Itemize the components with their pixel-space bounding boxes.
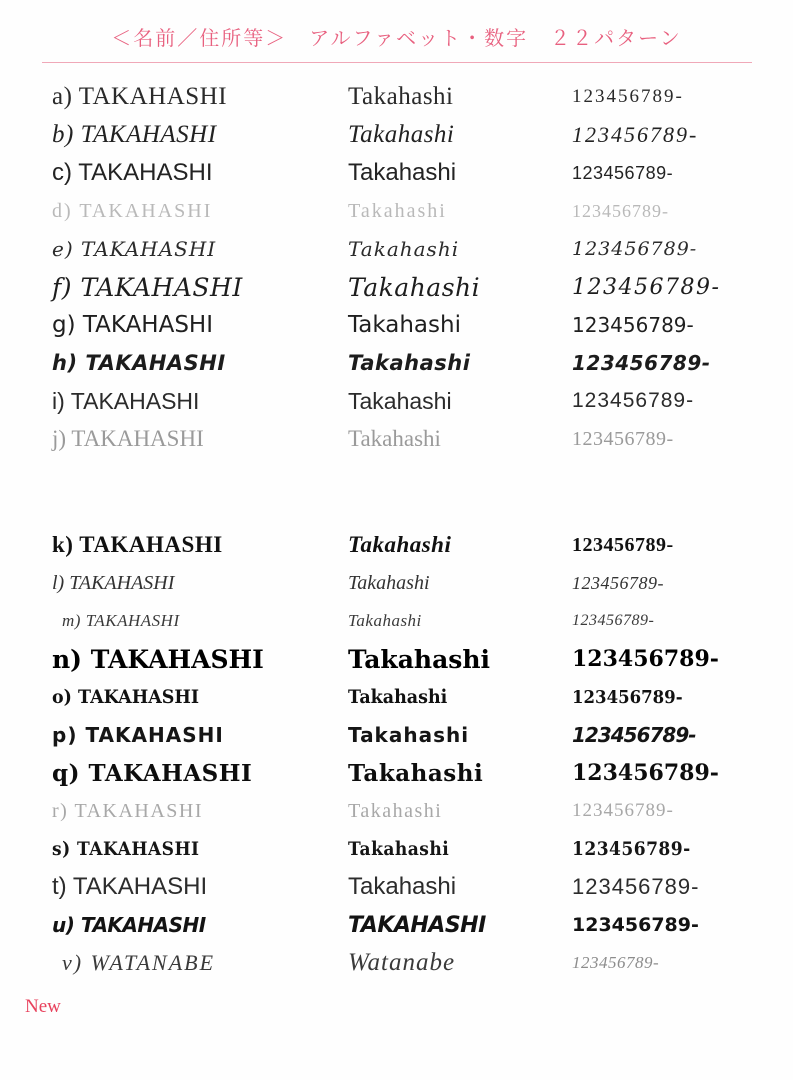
- row-e-name: [52, 237, 342, 261]
- table-row[interactable]: [0, 716, 793, 754]
- table-row[interactable]: [0, 564, 793, 602]
- row-t-name-text: TAKAHASHI: [72, 873, 208, 900]
- row-b-prefix: b): [52, 121, 74, 148]
- row-i-mixed: Takahashi: [348, 387, 452, 414]
- row-e-prefix: e): [52, 237, 74, 261]
- row-c-mixed: Takahashi: [348, 159, 457, 186]
- row-n-name: [52, 645, 342, 674]
- row-q-prefix: q): [52, 759, 80, 787]
- row-a-name: [52, 83, 342, 111]
- row-a-mixed: Takahashi: [348, 83, 454, 110]
- row-v-name: [62, 950, 352, 976]
- row-t-numbers: 123456789-: [572, 874, 700, 899]
- row-j-mixed: Takahashi: [348, 426, 441, 451]
- row-d-name-text: TAKAHASHI: [79, 199, 213, 222]
- row-t-mixed: Takahashi: [348, 873, 457, 900]
- row-q-name-text: TAKAHASHI: [88, 759, 253, 787]
- row-r-numbers: 123456789-: [572, 800, 674, 821]
- row-t-name: [52, 873, 342, 901]
- row-c-name: [52, 159, 342, 187]
- row-j-name-text: TAKAHASHI: [71, 426, 204, 451]
- row-m-prefix: m): [62, 611, 81, 630]
- row-c-name-text: TAKAHASHI: [78, 159, 213, 186]
- table-row[interactable]: [0, 868, 793, 906]
- row-n-numbers: 123456789-: [572, 646, 719, 672]
- row-m-name: [62, 611, 352, 631]
- new-badge: New: [25, 996, 61, 1017]
- row-b-name-text: TAKAHASHI: [80, 121, 217, 148]
- row-s-name: [52, 838, 313, 860]
- row-m-name-text: TAKAHASHI: [85, 611, 180, 630]
- row-i-numbers: 123456789-: [572, 389, 695, 412]
- table-row[interactable]: [0, 420, 793, 458]
- row-n-mixed: Takahashi: [348, 644, 491, 674]
- row-p-name: [52, 723, 342, 747]
- font-sample-rows: [0, 78, 793, 982]
- row-g-mixed: Takahashi: [348, 312, 461, 338]
- row-o-numbers: 123456789-: [572, 686, 683, 708]
- row-k-numbers: 123456789-: [572, 533, 674, 556]
- row-c-prefix: c): [52, 159, 72, 186]
- row-u-mixed: TAKAHASHI: [348, 912, 486, 938]
- row-g-prefix: g): [52, 312, 76, 338]
- row-l-numbers: 123456789-: [572, 572, 664, 593]
- table-row[interactable]: [0, 944, 793, 982]
- row-a-name-text: TAKAHASHI: [78, 83, 228, 110]
- table-row[interactable]: [0, 230, 793, 268]
- row-d-prefix: d): [52, 199, 73, 222]
- row-b-mixed: Takahashi: [348, 121, 455, 148]
- row-h-prefix: h): [52, 351, 78, 375]
- row-u-numbers: 123456789-: [572, 914, 699, 936]
- row-p-numbers: 123456789-: [572, 723, 696, 747]
- row-v-name-text: WATANABE: [90, 950, 216, 975]
- row-j-numbers: 123456789-: [572, 427, 674, 450]
- row-l-prefix: l): [52, 571, 65, 594]
- row-l-name-text: TAKAHASHI: [69, 571, 175, 594]
- row-h-name: [52, 351, 342, 375]
- row-l-mixed: Takahashi: [348, 571, 430, 594]
- row-d-name: [52, 200, 342, 223]
- row-n-name-text: TAKAHASHI: [90, 644, 264, 674]
- row-s-name-text: TAKAHASHI: [77, 838, 200, 860]
- row-p-mixed: Takahashi: [348, 723, 470, 747]
- row-v-prefix: v): [62, 950, 84, 975]
- table-row[interactable]: [0, 792, 793, 830]
- row-f-name: [52, 273, 342, 302]
- row-s-prefix: s): [52, 838, 71, 860]
- table-row[interactable]: [0, 78, 793, 116]
- row-s-mixed: Takahashi: [348, 838, 450, 860]
- table-row[interactable]: [0, 382, 793, 420]
- row-v-mixed: Watanabe: [348, 949, 456, 976]
- row-j-prefix: j): [52, 426, 67, 451]
- row-p-name-text: TAKAHASHI: [85, 723, 224, 747]
- row-h-mixed: Takahashi: [348, 351, 471, 375]
- row-m-mixed: Takahashi: [348, 611, 422, 630]
- row-b-numbers: 123456789-: [572, 122, 699, 147]
- table-row[interactable]: [0, 116, 793, 154]
- row-r-prefix: r): [52, 799, 69, 822]
- row-u-prefix: u): [52, 913, 75, 937]
- row-b-name: [52, 121, 342, 149]
- table-row[interactable]: [0, 192, 793, 230]
- row-l-name: [52, 572, 342, 595]
- row-e-mixed: Takahashi: [348, 237, 460, 261]
- row-i-name: [52, 388, 342, 415]
- row-f-name-text: TAKAHASHI: [80, 272, 243, 302]
- row-f-prefix: f): [52, 272, 73, 302]
- row-e-name-text: TAKAHASHI: [81, 237, 217, 261]
- row-u-name-text: TAKAHASHI: [80, 913, 206, 937]
- row-o-mixed: Takahashi: [348, 686, 448, 708]
- row-u-name: [52, 913, 342, 937]
- row-f-numbers: 123456789-: [572, 274, 721, 300]
- row-k-name: [52, 532, 342, 558]
- page-header: [0, 22, 793, 51]
- row-e-numbers: 123456789-: [572, 238, 698, 260]
- row-a-numbers: 123456789-: [572, 86, 684, 107]
- table-row[interactable]: [0, 344, 793, 382]
- table-row[interactable]: [0, 678, 793, 716]
- row-m-numbers: 123456789-: [572, 612, 655, 629]
- table-row[interactable]: [0, 306, 793, 344]
- row-d-numbers: 123456789-: [572, 200, 669, 221]
- row-g-numbers: 123456789-: [572, 313, 694, 337]
- row-h-name-text: TAKAHASHI: [85, 351, 226, 375]
- row-g-name-text: TAKAHASHI: [82, 312, 214, 338]
- table-row[interactable]: [0, 640, 793, 678]
- row-t-prefix: t): [52, 873, 67, 900]
- row-f-mixed: Takahashi: [348, 272, 481, 302]
- row-r-name: [52, 800, 342, 823]
- table-row[interactable]: [0, 830, 793, 868]
- row-j-name: [52, 426, 342, 452]
- row-i-name-text: TAKAHASHI: [70, 387, 200, 414]
- row-o-name: [52, 686, 319, 708]
- row-o-name-text: TAKAHASHI: [78, 686, 200, 708]
- table-row[interactable]: [0, 906, 793, 944]
- row-k-mixed: Takahashi: [348, 532, 452, 557]
- row-c-numbers: 123456789-: [572, 162, 674, 183]
- row-i-prefix: i): [52, 387, 65, 414]
- page-title: ＜名前／住所等＞ アルファベット・数字 ２２パターン: [111, 28, 682, 50]
- row-s-numbers: 123456789-: [572, 838, 691, 860]
- row-q-mixed: Takahashi: [348, 759, 484, 787]
- row-d-mixed: Takahashi: [348, 199, 447, 222]
- row-v-numbers: 123456789-: [572, 953, 660, 972]
- table-row[interactable]: [0, 526, 793, 564]
- row-r-mixed: Takahashi: [348, 799, 443, 822]
- table-row[interactable]: [0, 754, 793, 792]
- header-underline: [42, 62, 752, 63]
- section-divider: [0, 458, 793, 526]
- row-k-prefix: k): [52, 532, 74, 557]
- table-row[interactable]: [0, 154, 793, 192]
- table-row[interactable]: [0, 268, 793, 306]
- table-row[interactable]: [0, 602, 793, 640]
- row-a-prefix: a): [52, 83, 73, 110]
- row-r-name-text: TAKAHASHI: [74, 799, 204, 822]
- row-q-name: [52, 760, 342, 787]
- row-o-prefix: o): [52, 686, 72, 708]
- row-h-numbers: 123456789-: [572, 351, 711, 375]
- row-g-name: [52, 312, 342, 338]
- row-q-numbers: 123456789-: [572, 760, 719, 786]
- row-k-name-text: TAKAHASHI: [79, 532, 223, 557]
- row-n-prefix: n): [52, 644, 83, 674]
- row-p-prefix: p): [52, 723, 78, 747]
